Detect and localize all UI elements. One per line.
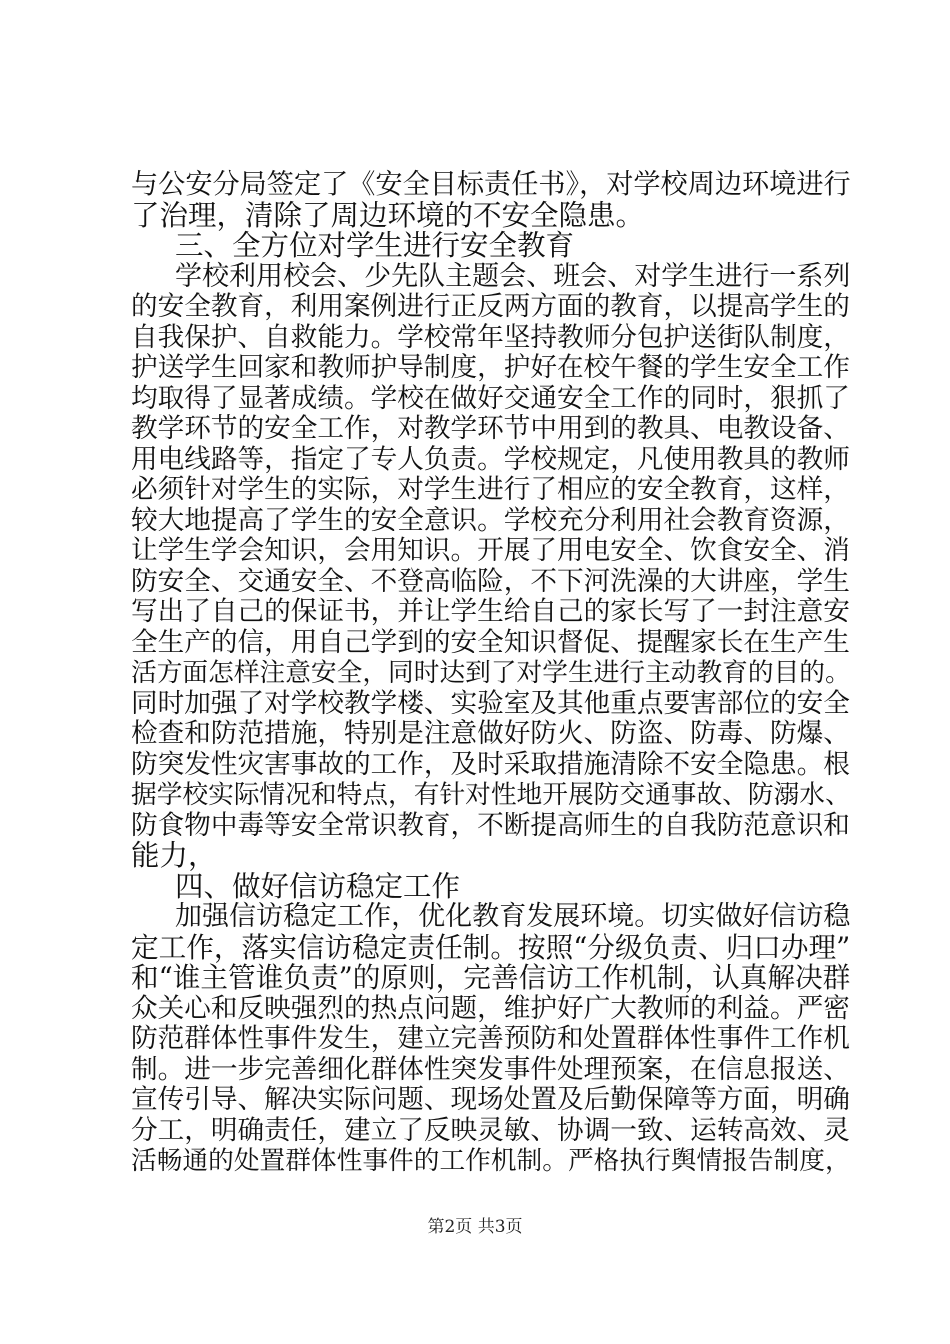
section-heading: 四、做好信访稳定工作 bbox=[175, 869, 461, 903]
paragraph-line: 写出了自己的保证书，并让学生给自己的家长写了一封注意安 bbox=[131, 596, 850, 627]
paragraph-line: 用电线路等，指定了专人负责。学校规定，凡使用教具的教师 bbox=[131, 443, 850, 475]
paragraph-line: 众关心和反映强烈的热点问题，维护好广大教师的利益。严密 bbox=[131, 992, 850, 1024]
section-heading: 三、全方位对学生进行安全教育 bbox=[175, 229, 575, 262]
document-body bbox=[131, 170, 851, 1177]
paragraph-line: 同时加强了对学校教学楼、实验室及其他重点要害部位的安全 bbox=[131, 687, 850, 719]
page-footer: 第2页 共3页 bbox=[427, 1217, 523, 1237]
paragraph-line: 防食物中毒等安全常识教育，不断提高师生的自我防范意识和 bbox=[131, 809, 850, 841]
paragraph-line: 活畅通的处置群体性事件的工作机制。严格执行舆情报告制度， bbox=[131, 1146, 851, 1176]
paragraph-line: 了治理，清除了周边环境的不安全隐患。 bbox=[131, 198, 645, 232]
paragraph-line: 加强信访稳定工作，优化教育发展环境。切实做好信访稳 bbox=[175, 901, 851, 932]
paragraph-line: 必须针对学生的实际，对学生进行了相应的安全教育，这样， bbox=[131, 474, 850, 505]
paragraph-line: 防范群体性事件发生，建立完善预防和处置群体性事件工作机 bbox=[131, 1023, 850, 1054]
paragraph-line: 让学生学会知识，会用知识。开展了用电安全、饮食安全、消 bbox=[131, 535, 850, 566]
paragraph-line: 防突发性灾害事故的工作，及时采取措施清除不安全隐患。根 bbox=[131, 748, 850, 780]
paragraph-line: 较大地提高了学生的安全意识。学校充分利用社会教育资源， bbox=[131, 504, 850, 536]
paragraph-line: 检查和防范措施，特别是注意做好防火、防盗、防毒、防爆、 bbox=[131, 718, 850, 749]
paragraph-line: 活方面怎样注意安全，同时达到了对学生进行主动教育的目的。 bbox=[131, 658, 851, 688]
paragraph-line: 学校利用校会、少先队主题会、班会、对学生进行一系列 bbox=[175, 260, 851, 292]
paragraph-line: 制。进一步完善细化群体性突发事件处理预案，在信息报送、 bbox=[131, 1053, 850, 1085]
paragraph-line: 定工作，落实信访稳定责任制。按照“分级负责、归口办理” bbox=[131, 930, 851, 964]
paragraph-line: 和“谁主管谁负责”的原则，完善信访工作机制，认真解决群 bbox=[131, 961, 851, 994]
paragraph-line: 与公安分局签定了《安全目标责任书》，对学校周边环境进行 bbox=[131, 169, 851, 200]
paragraph-line: 护送学生回家和教师护导制度，护好在校午餐的学生安全工作 bbox=[131, 352, 850, 383]
paragraph-line: 的安全教育，利用案例进行正反两方面的教育，以提高学生的 bbox=[131, 291, 850, 322]
paragraph-line: 防安全、交通安全、不登高临险，不下河洗澡的大讲座，学生 bbox=[131, 565, 850, 597]
paragraph-line: 自我保护、自救能力。学校常年坚持教师分包护送街队制度， bbox=[131, 321, 850, 353]
paragraph-line: 据学校实际情况和特点，有针对性地开展防交通事故、防溺水、 bbox=[131, 780, 851, 810]
paragraph-line: 全生产的信，用自己学到的安全知识督促、提醒家长在生产生 bbox=[131, 626, 850, 658]
paragraph-line: 宣传引导、解决实际问题、现场处置及后勤保障等方面，明确 bbox=[131, 1084, 850, 1115]
paragraph-line: 能力， bbox=[131, 839, 217, 872]
paragraph-line: 分工，明确责任，建立了反映灵敏、协调一致、运转高效、灵 bbox=[131, 1114, 850, 1146]
paragraph-line: 均取得了显著成绩。学校在做好交通安全工作的同时，狠抓了 bbox=[131, 382, 850, 414]
paragraph-line: 教学环节的安全工作，对教学环节中用到的教具、电教设备、 bbox=[131, 413, 850, 444]
